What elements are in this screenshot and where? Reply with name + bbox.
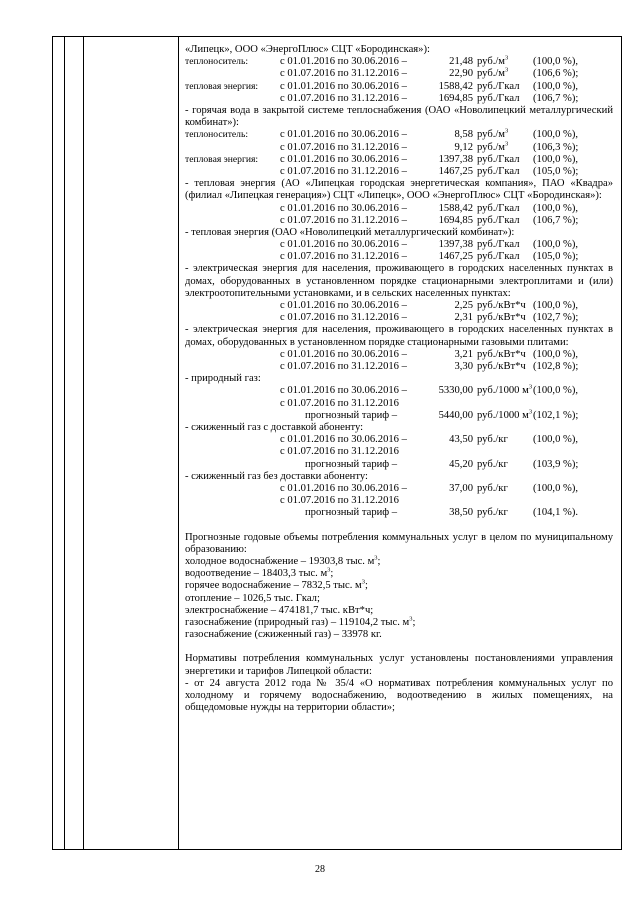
tariff-period: с 01.07.2016 по 31.12.2016 – bbox=[280, 92, 407, 104]
unit bbox=[477, 459, 508, 471]
unit bbox=[477, 349, 526, 361]
unit-text: руб./кВт*ч bbox=[477, 312, 526, 324]
tariff-value: 5440,00 bbox=[438, 409, 473, 421]
tariff-value: 1588,42 bbox=[438, 202, 473, 214]
page-number: 28 bbox=[315, 864, 325, 875]
volumes-list bbox=[185, 556, 613, 641]
tariff-block bbox=[185, 129, 613, 178]
tariff-period: с 01.01.2016 по 30.06.2016 – bbox=[280, 202, 407, 214]
unit-text: руб./кВт*ч bbox=[477, 348, 526, 360]
tariff-percent: (105,0 %); bbox=[533, 165, 579, 177]
tariff-row bbox=[185, 68, 613, 80]
tariff-row bbox=[185, 349, 613, 361]
paragraph: - тепловая энергия (АО «Липецкая городская энергетическая компания», ПАО «Квадра» (филиал «Липецкая генерация») СЦТ «Липецк», ООО «ЭнергоПлюс» СЦТ «Бородинская»): bbox=[185, 178, 613, 202]
unit bbox=[477, 203, 520, 215]
tariff-percent: (100,0 %), bbox=[533, 300, 579, 312]
unit-text: руб./м bbox=[477, 129, 505, 141]
tariff-row bbox=[185, 495, 613, 507]
unit bbox=[477, 361, 526, 373]
unit bbox=[477, 129, 508, 141]
tariff-period: с 01.01.2016 по 30.06.2016 – bbox=[280, 385, 407, 397]
gas-tariff-block bbox=[185, 385, 613, 422]
volume-item bbox=[185, 556, 613, 568]
tariff-period: с 01.07.2016 по 31.12.2016 bbox=[280, 495, 399, 507]
tariff-period: с 01.07.2016 по 31.12.2016 – bbox=[280, 361, 407, 373]
column-divider bbox=[64, 37, 65, 849]
tariff-period: с 01.01.2016 по 30.06.2016 – bbox=[280, 482, 407, 494]
tariff-value: 1397,38 bbox=[438, 153, 473, 165]
unit-text: руб./1000 м bbox=[477, 385, 529, 397]
unit-text: руб./Гкал bbox=[477, 214, 520, 226]
tariff-value: 3,30 bbox=[454, 361, 473, 373]
tariff-value: 1694,85 bbox=[438, 92, 473, 104]
tariff-percent: (102,7 %); bbox=[533, 312, 579, 324]
tariff-period: с 01.01.2016 по 30.06.2016 – bbox=[280, 129, 407, 141]
tariff-row bbox=[185, 446, 613, 458]
tariff-value: 8,58 bbox=[454, 129, 473, 141]
tariff-value: 2,25 bbox=[454, 300, 473, 312]
unit-text: руб./Гкал bbox=[477, 92, 520, 104]
tariff-row bbox=[185, 81, 613, 93]
paragraph: Нормативы потребления коммунальных услуг установлены постановлениями управления энергетики и тарифов Липецкой области: bbox=[185, 653, 613, 677]
unit-text: руб./Гкал bbox=[477, 80, 520, 92]
tariff-block bbox=[185, 56, 613, 105]
volume-text: газоснабжение (природный газ) – 119104,2 тыс. м bbox=[185, 616, 410, 628]
column-divider bbox=[178, 37, 179, 849]
gas-tariff-block bbox=[185, 483, 613, 520]
forecast-label: прогнозный тариф – bbox=[305, 458, 398, 470]
forecast-label: прогнозный тариф – bbox=[305, 409, 398, 421]
tariff-percent: (100,0 %), bbox=[533, 56, 579, 68]
tariff-row bbox=[185, 459, 613, 471]
unit bbox=[477, 300, 526, 312]
unit-exponent: 3 bbox=[505, 127, 509, 135]
tariff-label: теплоноситель: bbox=[185, 56, 249, 68]
unit-text: руб./кВт*ч bbox=[477, 300, 526, 312]
tariff-period: с 01.01.2016 по 30.06.2016 – bbox=[280, 434, 407, 446]
tariff-row bbox=[185, 361, 613, 373]
volume-item bbox=[185, 605, 613, 617]
unit bbox=[477, 385, 532, 397]
unit-text: руб./Гкал bbox=[477, 202, 520, 214]
unit-text: руб./Гкал bbox=[477, 153, 520, 165]
unit-text: руб./кВт*ч bbox=[477, 361, 526, 373]
volume-exponent: 3 bbox=[361, 578, 365, 586]
unit-text: руб./1000 м bbox=[477, 409, 529, 421]
tariff-row bbox=[185, 166, 613, 178]
document-table bbox=[52, 36, 622, 850]
tariff-row bbox=[185, 398, 613, 410]
unit-text: руб./Гкал bbox=[477, 251, 520, 263]
unit-text: руб./Гкал bbox=[477, 165, 520, 177]
unit-text: руб./м bbox=[477, 56, 505, 68]
volume-text: газоснабжение (сжиженный газ) – 33978 кг. bbox=[185, 629, 382, 641]
unit bbox=[477, 68, 508, 80]
tariff-percent: (106,3 %); bbox=[533, 141, 579, 153]
unit-exponent: 3 bbox=[505, 54, 509, 62]
paragraph: - электрическая энергия для населения, проживающего в городских населенных пунктах в домах, оборудованных в установленном порядке стационарными электроплитами и (или) электроотопительными установками, и в сельских населенных пунктах: bbox=[185, 263, 613, 299]
column-divider bbox=[83, 37, 84, 849]
unit-exponent: 3 bbox=[528, 408, 533, 416]
tariff-row bbox=[185, 312, 613, 324]
tariff-row bbox=[185, 483, 613, 495]
unit bbox=[477, 56, 508, 68]
tariff-percent: (102,8 %); bbox=[533, 361, 579, 373]
tariff-block bbox=[185, 239, 613, 263]
tariff-period: с 01.07.2016 по 31.12.2016 – bbox=[280, 312, 407, 324]
tariff-label: тепловая энергия: bbox=[185, 80, 259, 92]
unit bbox=[477, 166, 520, 178]
unit bbox=[477, 154, 520, 166]
tariff-row bbox=[185, 93, 613, 105]
paragraph: - электрическая энергия для населения, проживающего в городских населенных пунктах в домах, оборудованных в установленном порядке стационарными газовыми плитами: bbox=[185, 324, 613, 348]
tariff-value: 45,20 bbox=[449, 458, 473, 470]
unit-text: руб./м bbox=[477, 141, 505, 153]
paragraph: - природный газ: bbox=[185, 373, 261, 385]
tariff-period: с 01.07.2016 по 31.12.2016 bbox=[280, 397, 399, 409]
volume-text: водоотведение – 18403,3 тыс. м bbox=[185, 568, 328, 580]
tariff-value: 5330,00 bbox=[438, 385, 473, 397]
tariff-period: с 01.01.2016 по 30.06.2016 – bbox=[280, 239, 407, 251]
unit bbox=[477, 239, 520, 251]
unit bbox=[477, 142, 508, 154]
volume-item bbox=[185, 593, 613, 605]
tariff-percent: (102,1 %); bbox=[533, 409, 579, 421]
tariff-period: с 01.07.2016 по 31.12.2016 bbox=[280, 446, 399, 458]
tariff-row bbox=[185, 410, 613, 422]
volume-tail: ; bbox=[412, 616, 416, 628]
tariff-block bbox=[185, 300, 613, 324]
unit bbox=[477, 215, 520, 227]
tariff-row bbox=[185, 434, 613, 446]
unit-exponent: 3 bbox=[528, 383, 533, 391]
volume-item bbox=[185, 568, 613, 580]
tariff-value: 3,21 bbox=[454, 348, 473, 360]
tariff-period: с 01.01.2016 по 30.06.2016 – bbox=[280, 348, 407, 360]
forecast-label: прогнозный тариф – bbox=[305, 507, 398, 519]
tariff-row bbox=[185, 154, 613, 166]
tariff-percent: (100,0 %), bbox=[533, 80, 579, 92]
volume-tail: ; bbox=[330, 568, 334, 580]
tariff-row bbox=[185, 56, 613, 68]
tariff-percent: (106,7 %); bbox=[533, 214, 579, 226]
tariff-period: с 01.01.2016 по 30.06.2016 – bbox=[280, 153, 407, 165]
tariff-period: с 01.07.2016 по 31.12.2016 – bbox=[280, 141, 407, 153]
tariff-value: 37,00 bbox=[449, 482, 473, 494]
tariff-percent: (100,0 %), bbox=[533, 482, 579, 494]
paragraph: Прогнозные годовые объемы потребления коммунальных услуг в целом по муниципальному образованию: bbox=[185, 531, 613, 555]
gas-tariff-block bbox=[185, 434, 613, 471]
tariff-row bbox=[185, 251, 613, 263]
unit-text: руб./Гкал bbox=[477, 239, 520, 251]
unit bbox=[477, 410, 532, 422]
tariff-period: с 01.07.2016 по 31.12.2016 – bbox=[280, 165, 407, 177]
unit-text: руб./кг bbox=[477, 507, 508, 519]
tariff-value: 2,31 bbox=[454, 312, 473, 324]
tariff-value: 1467,25 bbox=[438, 251, 473, 263]
unit-text: руб./кг bbox=[477, 434, 508, 446]
volume-text: холодное водоснабжение – 19303,8 тыс. м bbox=[185, 555, 375, 567]
tariff-percent: (106,6 %); bbox=[533, 68, 579, 80]
unit-text: руб./м bbox=[477, 68, 505, 80]
volume-text: горячее водоснабжение – 7832,5 тыс. м bbox=[185, 580, 362, 592]
tariff-percent: (104,1 %). bbox=[533, 507, 579, 519]
tariff-period: с 01.07.2016 по 31.12.2016 – bbox=[280, 214, 407, 226]
volume-text: отопление – 1026,5 тыс. Гкал; bbox=[185, 592, 320, 604]
tariff-percent: (100,0 %), bbox=[533, 385, 579, 397]
tariff-row bbox=[185, 507, 613, 519]
volume-text: электроснабжение – 474181,7 тыс. кВт*ч; bbox=[185, 604, 374, 616]
tariff-value: 22,90 bbox=[449, 68, 473, 80]
volume-tail: ; bbox=[365, 580, 368, 592]
volume-exponent: 3 bbox=[374, 554, 378, 562]
tariff-value: 43,50 bbox=[449, 434, 473, 446]
tariff-percent: (106,7 %); bbox=[533, 92, 579, 104]
volume-exponent: 3 bbox=[409, 615, 413, 623]
unit bbox=[477, 483, 508, 495]
volume-tail: ; bbox=[377, 555, 381, 567]
tariff-label: теплоноситель: bbox=[185, 129, 249, 141]
tariff-row bbox=[185, 300, 613, 312]
tariff-value: 1588,42 bbox=[438, 80, 473, 92]
tariff-period: с 01.01.2016 по 30.06.2016 – bbox=[280, 80, 407, 92]
tariff-percent: (100,0 %), bbox=[533, 348, 579, 360]
paragraph: - от 24 августа 2012 года № 35/4 «О нормативах потребления коммунальных услуг по холодному и горячему водоснабжению, водоотведению в жилых помещениях, на общедомовые нужды на территории области»; bbox=[185, 677, 613, 714]
tariff-percent: (100,0 %), bbox=[533, 153, 579, 165]
tariff-row bbox=[185, 215, 613, 227]
tariff-value: 1694,85 bbox=[438, 214, 473, 226]
unit-exponent: 3 bbox=[505, 66, 509, 74]
tariff-value: 1397,38 bbox=[438, 239, 473, 251]
tariff-percent: (100,0 %), bbox=[533, 434, 579, 446]
tariff-value: 9,12 bbox=[454, 141, 473, 153]
unit bbox=[477, 251, 520, 263]
tariff-percent: (103,9 %); bbox=[533, 458, 579, 470]
unit-exponent: 3 bbox=[505, 140, 509, 148]
tariff-value: 38,50 bbox=[449, 507, 473, 519]
paragraph: - сжиженный газ с доставкой абоненту: bbox=[185, 422, 364, 433]
tariff-value: 21,48 bbox=[449, 56, 473, 68]
unit bbox=[477, 507, 508, 519]
volume-item bbox=[185, 629, 613, 641]
tariff-period: с 01.07.2016 по 31.12.2016 – bbox=[280, 68, 407, 80]
tariff-percent: (105,0 %); bbox=[533, 251, 579, 263]
paragraph: - тепловая энергия (ОАО «Новолипецкий металлургический комбинат»): bbox=[185, 226, 515, 238]
tariff-block bbox=[185, 203, 613, 227]
unit-text: руб./кг bbox=[477, 458, 508, 470]
tariff-row bbox=[185, 239, 613, 251]
unit bbox=[477, 434, 508, 446]
tariff-percent: (100,0 %), bbox=[533, 129, 579, 141]
tariff-row bbox=[185, 203, 613, 215]
unit bbox=[477, 93, 520, 105]
tariff-label: тепловая энергия: bbox=[185, 153, 259, 165]
tariff-row bbox=[185, 142, 613, 154]
paragraph: - сжиженный газ без доставки абоненту: bbox=[185, 470, 368, 482]
tariff-value: 1467,25 bbox=[438, 165, 473, 177]
tariff-period: с 01.07.2016 по 31.12.2016 – bbox=[280, 251, 407, 263]
table-content-cell bbox=[185, 37, 613, 714]
unit bbox=[477, 81, 520, 93]
tariff-period: с 01.01.2016 по 30.06.2016 – bbox=[280, 56, 407, 68]
volume-item bbox=[185, 580, 613, 592]
tariff-period: с 01.01.2016 по 30.06.2016 – bbox=[280, 300, 407, 312]
tariff-percent: (100,0 %), bbox=[533, 202, 579, 214]
unit bbox=[477, 312, 526, 324]
volume-exponent: 3 bbox=[327, 566, 331, 574]
tariff-block bbox=[185, 349, 613, 373]
paragraph: - горячая вода в закрытой системе теплоснабжения (ОАО «Новолипецкий металлургический комбинат»): bbox=[185, 104, 613, 129]
paragraph: «Липецк», ООО «ЭнергоПлюс» СЦТ «Бородинская»): bbox=[185, 44, 430, 55]
volume-item bbox=[185, 617, 613, 629]
tariff-percent: (100,0 %), bbox=[533, 239, 579, 251]
tariff-row bbox=[185, 385, 613, 397]
tariff-row bbox=[185, 129, 613, 141]
unit-text: руб./кг bbox=[477, 482, 508, 494]
